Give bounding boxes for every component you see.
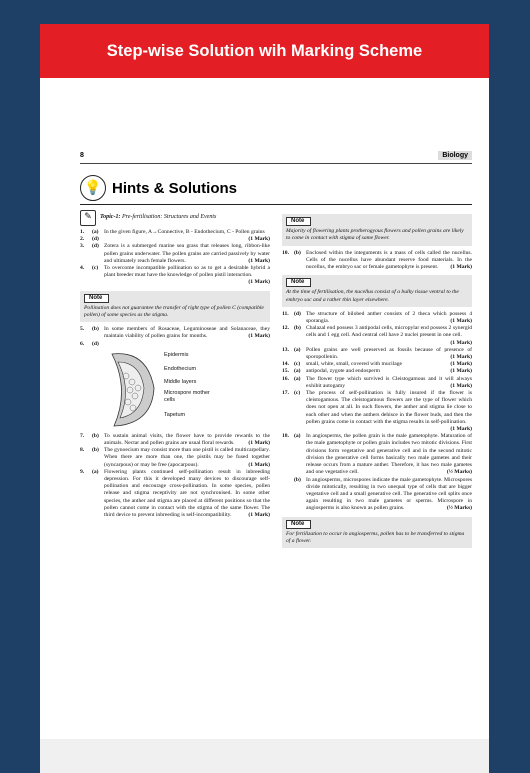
label-microspore: Microspore mother cells [164, 389, 210, 404]
answer-text [306, 376, 472, 390]
question-number: 2. [80, 236, 85, 243]
answer-item [80, 265, 270, 287]
mark-label: (1 Mark) [248, 236, 270, 243]
answer-body: In the given figure, A→Connective, B - Endothecium, C - Pollen grains [104, 229, 265, 235]
mark-label: (1 Mark) [248, 461, 270, 468]
question-number: 15. [282, 368, 289, 375]
answer-text [104, 469, 270, 519]
mark-label: (1 Mark) [248, 512, 270, 519]
answer-body: antipodal, zygote and endosperm [306, 368, 380, 375]
left-column [80, 210, 270, 519]
answer-text [104, 236, 270, 243]
banner: Step-wise Solution wih Marking Scheme [40, 24, 489, 78]
note-label: Note [286, 520, 311, 529]
answer-item [80, 469, 270, 519]
answer-option: (a) [294, 368, 301, 375]
answer-item [282, 376, 472, 390]
mark-label: (1 Mark) [450, 382, 472, 389]
page-number: 8 [80, 152, 84, 159]
anther-diagram [102, 350, 270, 430]
answer-body: In angiosperms, the pollen grain is the male gametophyte. Maturation of the male gametophyte or pollen grain includes two mitotic divisions. First divisions form vegetative and generative cell and in the second mitotic division the generative cell forms basically two male gametes and their release occurs from a mature anther. Therefore, it has two male gametes and one vegetative cell. [306, 433, 472, 476]
question-number: 9. [80, 468, 85, 475]
answer-item [80, 447, 270, 469]
mark-label: (1 Mark) [248, 279, 270, 286]
answer-option: (b) [92, 432, 99, 439]
answer-option: (d) [92, 340, 99, 347]
question-number: 16. [282, 375, 289, 382]
mark-label: (1 Mark) [450, 318, 472, 325]
question-number: 11. [282, 310, 289, 317]
note-text: For fertilization to occur in angiosperms, pollen has to be transferred to stigma of a flower. [286, 530, 465, 544]
answer-body: Enclosed within the integuments is a mass of cells called the nucellus. Cells of the nucellus have abundant reserve food materials. In the nucellus, the embryo sac or female gametophyte is present. [306, 249, 472, 271]
answer-body: Chalazal end possess 3 antipodal cells, micropylar end possess 2 synergid cells and 1 egg cell. And central cell have 2 nuclei present in one cell. [306, 325, 472, 339]
question-number: 5. [80, 326, 85, 333]
title-divider [80, 204, 472, 205]
background-right [490, 0, 530, 773]
mark-label: (1 Mark) [450, 354, 472, 361]
answer-option: (a) [294, 346, 301, 353]
document-page [40, 78, 489, 773]
mark-label: (1 Mark) [248, 333, 270, 340]
section-title [80, 174, 237, 202]
answer-body: To sustain animal visits, the flower have to provide rewards to the animals. Nectar and pollen grains are usual floral rewards. [104, 432, 270, 447]
background-left [0, 0, 40, 773]
note-box [282, 517, 472, 549]
answer-option: (b) [294, 325, 301, 332]
answer-option: (d) [92, 243, 99, 250]
answer-body: In some members of Rosaceae, Leguminoseae and Solanaceae, they maintain viability of pollen grains for months. [104, 326, 270, 340]
note-text: Majority of flowering plants protherogyous flowers and pollen grains are likely to come in contact with stigma of same flower. [286, 228, 464, 242]
answer-item [282, 368, 472, 375]
question-number: 6. [80, 340, 85, 347]
answer-text [104, 229, 270, 236]
answer-text [104, 243, 270, 265]
answer-text [306, 250, 472, 272]
answer-option: (b) [92, 447, 99, 454]
mark-label: (1 Mark) [450, 264, 472, 271]
answer-option: (b) [294, 476, 301, 483]
answer-text [104, 265, 270, 287]
answer-body: The process of self-pollination is fully insured if the flower is cleistogamous. The cleistogamous flowers are the type of flower which does not open at all. In such flowers, the anther and stigma lie close to each other and when the anthers dehisce in the flower buds, and then the pollen grains come in contact with the stigma results in self-pollination. [306, 390, 472, 425]
note-label: Note [286, 278, 311, 287]
answer-option: (a) [92, 468, 99, 475]
question-number: 14. [282, 361, 289, 368]
answer-item [80, 433, 270, 447]
label-middle-layers: Middle layers [164, 378, 197, 385]
answer-body: Zotera is a submerged marine sea grass that releases long, ribbon-like pollen grains underwater. The pollen grains are carried passively by water and ultimately reach female flowers. [104, 243, 270, 264]
answer-body: Pollen grains are well preserved as fossils because of presence of sporopollenin. [306, 346, 472, 361]
answer-option: (c) [294, 390, 301, 397]
answer-text [306, 390, 472, 433]
answer-item [282, 390, 472, 433]
mark-label: (1 Mark) [450, 426, 472, 433]
question-number [282, 477, 294, 513]
answer-item [282, 433, 472, 476]
question-number: 13. [282, 346, 289, 353]
answer-item [282, 250, 472, 272]
label-epidermis: Epidermis [164, 351, 189, 358]
answer-text [306, 311, 472, 325]
answer-text [104, 341, 270, 348]
mark-label: (1 Mark) [248, 257, 270, 264]
answer-body: Flowering plants continued self-pollination result in inbreeding depression. For this it developed many devices to discourage self-pollination and encourage cross-pollination. In some species, pollen release and stigma receptivity are not synchronised. In some other species, the anther and stigma are placed at different positions so that the pollen cannot come in contact with the stigma of the same flower. The third device to prevent inbreeding is self-incompatibility. [104, 468, 270, 519]
answer-text [306, 347, 472, 361]
answer-option: (d) [294, 310, 301, 317]
question-number: 8. [80, 447, 85, 454]
right-column [282, 210, 472, 552]
answer-item [80, 229, 270, 236]
label-endothecium: Endothecium [164, 365, 197, 372]
answer-item [282, 477, 472, 513]
answer-body: In angiosperms, microspores indicate the male gametophyte. Microspores divide mitotically, resulting in two unequal type of cells that are bigger vegetative cell and a small generative cell. The generative cell splits once again resulting in two male gametes or sperms. Microspore in angiosperms is also known as pollen grains. [306, 476, 472, 512]
note-box [282, 275, 472, 307]
note-box [282, 214, 472, 246]
mark-label: (1 Mark) [450, 361, 472, 368]
answer-option: (d) [92, 236, 99, 243]
answer-body: The gynoecium may consist more than one pistil is called multicarpellary. When there are more than one, the pistils may be fused together (syncarpous) or may be free (apocarpous). [104, 447, 270, 468]
note-label: Note [286, 217, 311, 226]
mark-label: (1 Mark) [450, 339, 472, 346]
question-number: 3. [80, 243, 85, 250]
answer-text [306, 325, 472, 347]
topic-label: Topic-1: [100, 214, 121, 221]
lightbulb-icon: 💡 [80, 175, 106, 201]
pencil-icon: ✎ [80, 210, 96, 226]
answer-item [282, 325, 472, 347]
answer-body: The flower type which survived is Cleistogamous and it will always exhibit autogamy [306, 375, 472, 389]
answer-option: (b) [294, 249, 301, 256]
note-box [80, 291, 270, 323]
answer-item [80, 326, 270, 340]
question-number: 10. [282, 249, 289, 256]
answer-text [306, 368, 472, 375]
answer-item [80, 236, 270, 243]
answer-item [282, 311, 472, 325]
answer-text [306, 477, 472, 513]
answer-option: (a) [92, 229, 99, 235]
question-number: 1. [80, 229, 85, 235]
note-label: Note [84, 294, 109, 303]
answer-option: (a) [294, 375, 301, 382]
topic-name: Pre-fertilisation: Structures and Events [121, 214, 217, 221]
note-text: Pollination does not guarantee the transfer of right type of pollen C (compatible pollen) of some species as the stigma. [84, 304, 264, 319]
topic-heading [80, 210, 270, 226]
answer-body: small, white, small, covered with mucilage [306, 361, 403, 368]
question-number: 7. [80, 432, 85, 439]
answer-text [104, 447, 270, 469]
answer-body: To overcome incompatible pollination so as to get a desirable hybrid a plant breeder must have the knowledge of pollen pistil interaction. [104, 265, 270, 279]
answer-option: (c) [294, 361, 301, 368]
mark-label: (½ Marks) [446, 469, 472, 476]
question-number: 4. [80, 265, 85, 272]
mark-label: (½ Marks) [446, 505, 472, 512]
page-header [80, 150, 472, 164]
answer-text [306, 433, 472, 476]
question-number: 12. [282, 325, 289, 332]
answer-text [104, 433, 270, 447]
answer-item [282, 347, 472, 361]
question-number: 18. [282, 433, 289, 440]
answer-text [104, 326, 270, 340]
answer-option: (a) [294, 433, 301, 440]
answer-body: The structure of bilobed anther consists of 2 theca which possess 4 sporangia. [306, 310, 472, 325]
mark-label: (1 Mark) [248, 440, 270, 447]
mark-label: (1 Mark) [450, 368, 472, 375]
anther-section-drawing [102, 350, 162, 428]
note-text: At the time of fertilisation, the nucellus consist of a bulky tissue ventral to the embryo sac and a rather thin layer elsewhere. [286, 289, 459, 303]
answer-item [80, 341, 270, 348]
question-number: 17. [282, 390, 289, 397]
label-tapetum: Tapetum [164, 411, 186, 418]
answer-option: (c) [92, 265, 99, 272]
answer-option: (b) [92, 326, 99, 333]
subject-tag: Biology [438, 151, 472, 160]
section-title-text: Hints & Solutions [112, 179, 237, 197]
page-footer [40, 739, 489, 773]
answer-item [80, 243, 270, 265]
